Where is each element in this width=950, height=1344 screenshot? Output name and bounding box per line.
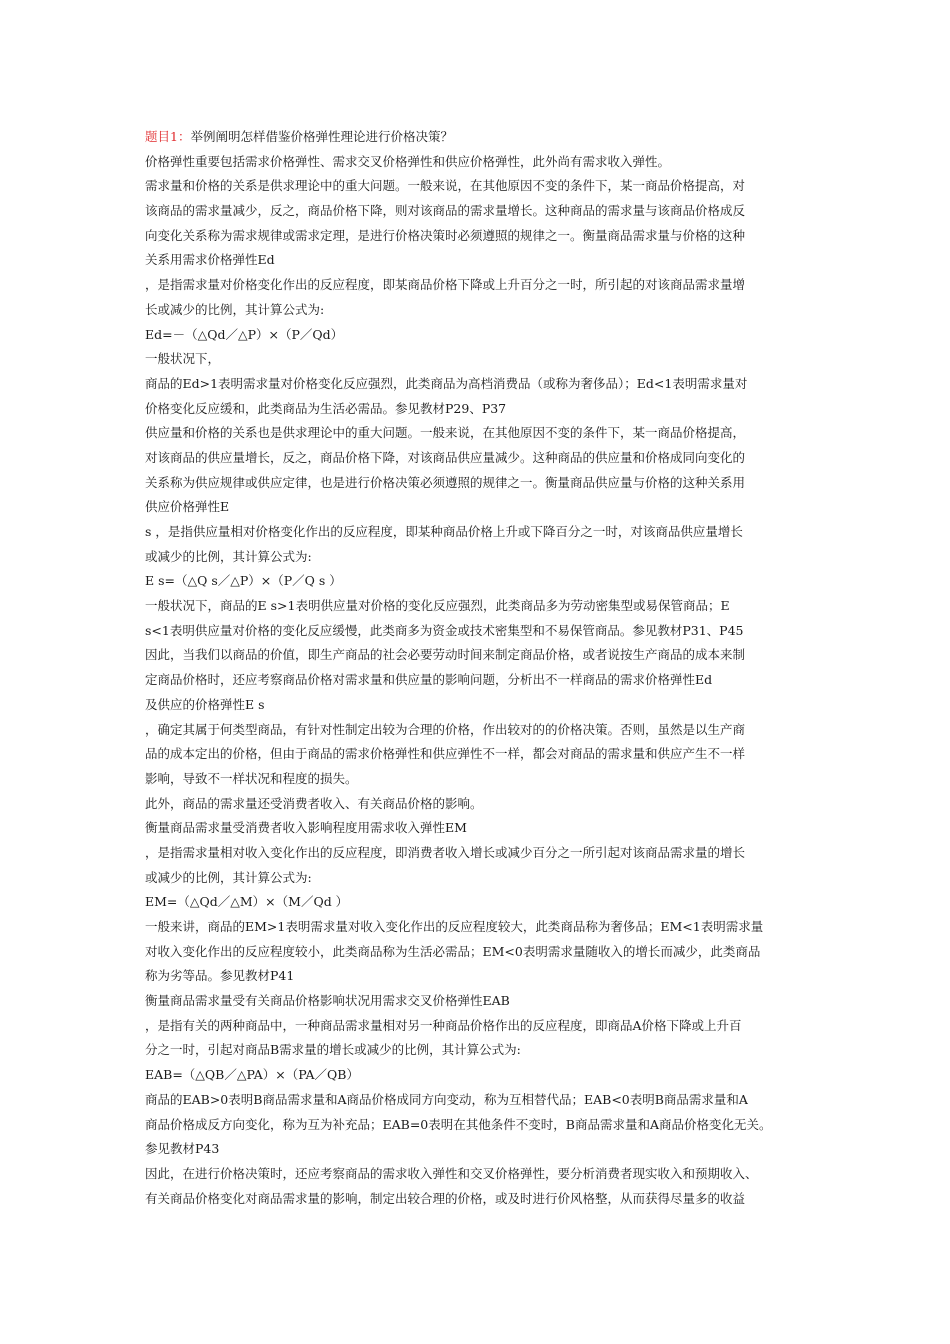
text-line: 及供应的价格弹性E s xyxy=(145,696,265,712)
question-title xyxy=(145,125,835,150)
text-line: 一般来讲，商品的EM>1表明需求量对收入变化作出的反应程度较大，此类商品称为奢侈品；EM<1表明需求量 xyxy=(145,919,764,934)
text-line: 商品的EAB>0表明B商品需求量和A商品价格成同方向变动，称为互相替代品；EAB<0表明B商品需求量和A xyxy=(145,1091,748,1107)
text-line: 称为劣等品。参见教材P41 xyxy=(145,968,295,984)
text-line: 或减少的比例，其计算公式为: xyxy=(145,869,312,885)
text-line: 衡量商品需求量受有关商品价格影响状况用需求交叉价格弹性EAB xyxy=(145,993,510,1009)
text-line: 分之一时，引起对商品B需求量的增长或减少的比例，其计算公式为: xyxy=(145,1042,521,1058)
text-line: 对该商品的供应量增长，反之，商品价格下降，对该商品供应量减少。这种商品的供应量和价格成同向变化的 xyxy=(145,449,746,465)
text-line: 商品价格成反方向变化，称为互为补充品；EAB=0表明在其他条件不变时，B商品需求量和A商品价格变化无关。 xyxy=(145,1116,772,1132)
text-line: 此外，商品的需求量还受消费者收入、有关商品价格的影响。 xyxy=(145,795,483,811)
text-line: 价格变化反应缓和，此类商品为生活必需品。参见教材P29、P37 xyxy=(145,400,507,416)
text-line: 价格弹性重要包括需求价格弹性、需求交叉价格弹性和供应价格弹性，此外尚有需求收入弹性。 xyxy=(145,153,671,169)
text-line: ，是指需求量相对收入变化作出的反应程度，即消费者收入增长或减少百分之一所引起对该商品需求量的增长 xyxy=(145,844,746,860)
text-line: 对收入变化作出的反应程度较小，此类商品称为生活必需品；EM<0表明需求量随收入的增长而减少，此类商品 xyxy=(145,943,761,959)
text-line: ，是指有关的两种商品中，一种商品需求量相对另一种商品价格作出的反应程度，即商品A价格下降或上升百 xyxy=(145,1017,742,1033)
text-line: Ed=－（△Qd／△P）×（P／Qd） xyxy=(145,326,344,342)
question-text: 举例阐明怎样借鉴价格弹性理论进行价格决策？ xyxy=(190,129,453,144)
body-text xyxy=(145,150,835,1212)
text-line: 向变化关系称为需求规律或需求定理，是进行价格决策时必须遵照的规律之一。衡量商品需求量与价格的这种 xyxy=(145,227,746,243)
text-line: ，确定其属于何类型商品，有针对性制定出较为合理的价格，作出较对的的价格决策。否则，虽然是以生产商 xyxy=(145,721,746,737)
text-line: 长或减少的比例，其计算公式为: xyxy=(145,301,325,317)
text-line: 品的成本定出的价格，但由于商品的需求价格弹性和供应弹性不一样，都会对商品的需求量和供应产生不一样 xyxy=(145,746,746,762)
text-line: 一般状况下，商品的E s>1表明供应量对价格的变化反应强烈，此类商品多为劳动密集型或易保管商品；E xyxy=(145,598,730,614)
text-line: EM=（△Qd／△M）×（M／Qd ） xyxy=(145,894,349,910)
text-line: s<1表明供应量对价格的变化反应缓慢，此类商多为资金或技术密集型和不易保管商品。参见教材P31、P45 xyxy=(145,622,744,638)
question-label: 题目1： xyxy=(145,129,191,144)
text-line: 需求量和价格的关系是供求理论中的重大问题。一般来说，在其他原因不变的条件下，某一商品价格提高，对 xyxy=(145,178,746,194)
text-line: 关系称为供应规律或供应定律，也是进行价格决策必须遵照的规律之一。衡量商品供应量与价格的这种关系用 xyxy=(145,474,746,490)
text-line: s ，是指供应量相对价格变化作出的反应程度，即某种商品价格上升或下降百分之一时，对该商品供应量增长 xyxy=(145,524,743,539)
text-line: 一般状况下， xyxy=(145,351,221,367)
text-line: 定商品价格时，还应考察商品价格对需求量和供应量的影响问题，分析出不一样商品的需求价格弹性Ed xyxy=(145,672,713,688)
text-line: 供应量和价格的关系也是供求理论中的重大问题。一般来说，在其他原因不变的条件下，某一商品价格提高， xyxy=(145,425,746,441)
text-line: 该商品的需求量减少，反之，商品价格下降，则对该商品的需求量增长。这种商品的需求量与该商品价格成反 xyxy=(145,203,746,219)
text-line: 因此，当我们以商品的价值，即生产商品的社会必要劳动时间来制定商品价格，或者说按生产商品的成本来制 xyxy=(145,647,746,663)
text-line: EAB=（△QB／△PA）×（PA／QB） xyxy=(145,1067,359,1083)
text-line: 有关商品价格变化对商品需求量的影响，制定出较合理的价格，或及时进行价风格整，从而获得尽量多的收益 xyxy=(145,1190,746,1206)
text-line: 关系用需求价格弹性Ed xyxy=(145,252,275,268)
text-line: 商品的Ed>1表明需求量对价格变化反应强烈，此类商品为高档消费品（或称为奢侈品）；Ed<1表明需求量对 xyxy=(145,375,748,391)
text-line: E s=（△Q s／△P）×（P／Q s ） xyxy=(145,573,342,589)
text-line: ，是指需求量对价格变化作出的反应程度，即某商品价格下降或上升百分之一时，所引起的对该商品需求量增 xyxy=(145,277,746,293)
text-line: 或减少的比例，其计算公式为: xyxy=(145,548,312,564)
text-line: 参见教材P43 xyxy=(145,1141,220,1157)
text-line: 因此，在进行价格决策时，还应考察商品的需求收入弹性和交叉价格弹性，要分析消费者现实收入和预期收入、 xyxy=(145,1165,758,1181)
text-line: 衡量商品需求量受消费者收入影响程度用需求收入弹性EM xyxy=(145,820,467,836)
document-body xyxy=(145,125,835,1211)
text-line: 供应价格弹性E xyxy=(145,499,230,515)
text-line: 影响，导致不一样状况和程度的损失。 xyxy=(145,770,358,786)
